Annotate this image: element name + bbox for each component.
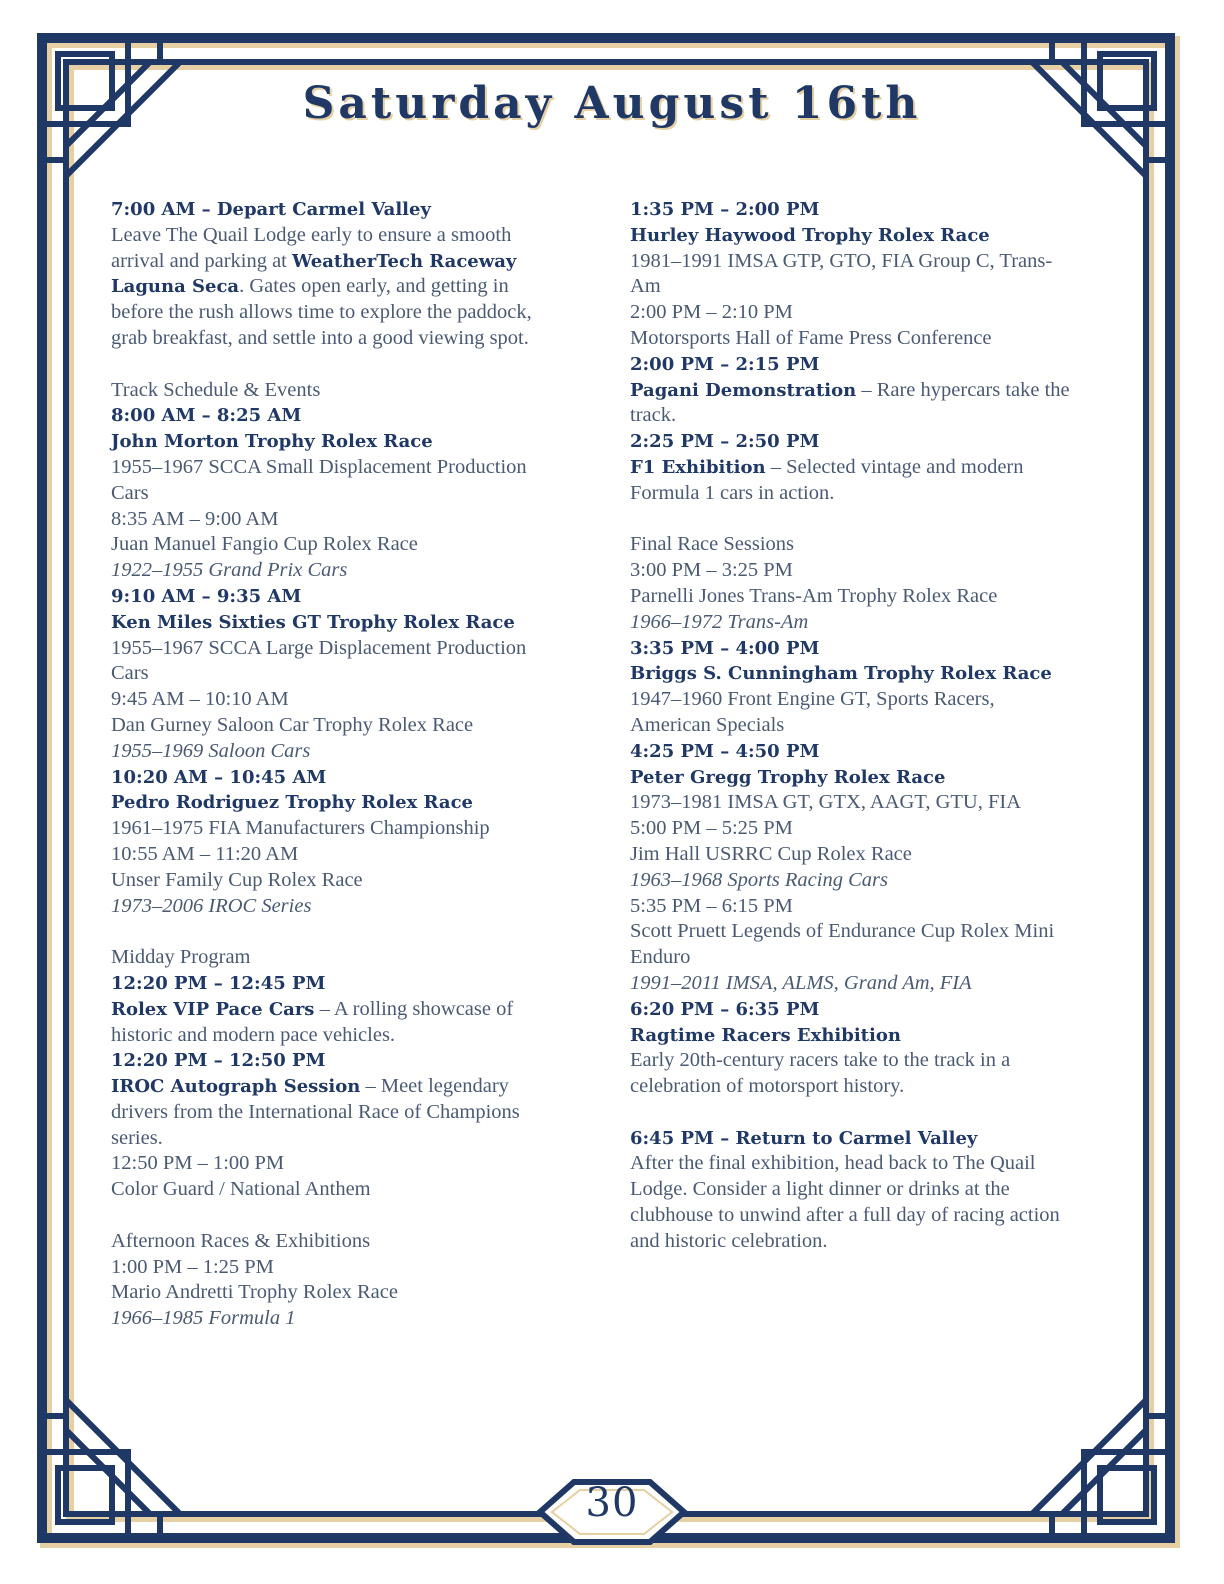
description-line: Early 20th-century racers take to the track in a	[630, 1049, 1011, 1072]
race-class: 1961–1975 FIA Manufacturers Championship	[111, 817, 490, 840]
race-class: Am	[630, 275, 661, 298]
race-title: Peter Gregg Trophy Rolex Race	[630, 766, 946, 788]
time-slot: 2:00 PM – 2:15 PM	[630, 353, 820, 375]
race-class: 1991–2011 IMSA, ALMS, Grand Am, FIA	[630, 971, 972, 994]
time-slot: 3:35 PM – 4:00 PM	[630, 637, 820, 659]
event-line: Color Guard / National Anthem	[111, 1178, 371, 1201]
race-title: Hurley Haywood Trophy Rolex Race	[630, 224, 990, 246]
description-line: Leave The Quail Lodge early to ensure a smooth	[111, 223, 512, 246]
race-class: 1966–1972 Trans-Am	[630, 610, 809, 633]
race-class: 1973–2006 IROC Series	[111, 894, 312, 917]
event-line: IROC Autograph Session – Meet legendary	[111, 1075, 509, 1098]
race-class: 1963–1968 Sports Racing Cars	[630, 868, 888, 891]
race-title: Ken Miles Sixties GT Trophy Rolex Race	[111, 611, 515, 633]
race-title: Pedro Rodriguez Trophy Rolex Race	[111, 792, 474, 814]
time-slot: 12:20 PM – 12:45 PM	[111, 972, 326, 994]
time-slot: 5:35 PM – 6:15 PM	[630, 894, 793, 917]
race-class: Cars	[111, 481, 149, 504]
race-class: 1947–1960 Front Engine GT, Sports Racers,	[630, 688, 995, 711]
race-class: 1922–1955 Grand Prix Cars	[111, 559, 348, 582]
time-slot: 3:00 PM – 3:25 PM	[630, 559, 793, 582]
description-line: track.	[630, 404, 677, 427]
time-slot: 10:55 AM – 11:20 AM	[111, 842, 299, 865]
race-title: Ragtime Racers Exhibition	[630, 1024, 901, 1046]
description-line: After the final exhibition, head back to The Quail	[630, 1152, 1036, 1175]
event-line: F1 Exhibition – Selected vintage and modern	[630, 455, 1024, 478]
race-title: Dan Gurney Saloon Car Trophy Rolex Race	[111, 713, 474, 736]
race-class: 1955–1967 SCCA Small Displacement Production	[111, 455, 527, 478]
time-slot: 12:20 PM – 12:50 PM	[111, 1050, 326, 1072]
time-slot: 1:00 PM – 1:25 PM	[111, 1255, 274, 1278]
race-title: Unser Family Cup Rolex Race	[111, 868, 363, 891]
section-label: Midday Program	[111, 946, 251, 969]
schedule-heading: 6:45 PM – Return to Carmel Valley	[630, 1127, 978, 1149]
page-number: 30	[585, 1480, 639, 1526]
race-class: American Specials	[630, 713, 785, 736]
description-line: celebration of motorsport history.	[630, 1075, 905, 1098]
race-title: Juan Manuel Fangio Cup Rolex Race	[111, 533, 418, 556]
section-label: Afternoon Races & Exhibitions	[111, 1229, 371, 1252]
description-line: clubhouse to unwind after a full day of racing action	[630, 1204, 1060, 1227]
description-line: Formula 1 cars in action.	[630, 481, 835, 504]
time-slot: 2:25 PM – 2:50 PM	[630, 431, 820, 453]
schedule-left-column	[111, 197, 581, 1332]
race-title: Mario Andretti Trophy Rolex Race	[111, 1281, 398, 1304]
time-slot: 9:45 AM – 10:10 AM	[111, 688, 289, 711]
description-line: and historic celebration.	[630, 1229, 828, 1252]
race-class: 1973–1981 IMSA GT, GTX, AAGT, GTU, FIA	[630, 791, 1022, 814]
section-label: Final Race Sessions	[630, 533, 794, 556]
race-title: Parnelli Jones Trans-Am Trophy Rolex Race	[630, 584, 998, 607]
description-line: historic and modern pace vehicles.	[111, 1023, 396, 1046]
race-title: John Morton Trophy Rolex Race	[111, 431, 433, 453]
description-line: drivers from the International Race of Champions	[111, 1100, 520, 1123]
description-line: series.	[111, 1126, 163, 1149]
description-line: Laguna Seca. Gates open early, and getting in	[111, 275, 509, 298]
section-label: Track Schedule & Events	[111, 378, 321, 401]
event-line: Motorsports Hall of Fame Press Conference	[630, 326, 992, 349]
race-title: Jim Hall USRRC Cup Rolex Race	[630, 842, 912, 865]
time-slot: 4:25 PM – 4:50 PM	[630, 740, 820, 762]
schedule-right-column	[630, 197, 1100, 1255]
page-title: Saturday August 16th	[302, 78, 922, 129]
race-title: Scott Pruett Legends of Endurance Cup Rolex Mini	[630, 920, 1055, 943]
time-slot: 12:50 PM – 1:00 PM	[111, 1152, 285, 1175]
race-class: Cars	[111, 662, 149, 685]
description-line: arrival and parking at WeatherTech Raceway	[111, 249, 517, 272]
time-slot: 6:20 PM – 6:35 PM	[630, 998, 820, 1020]
event-line: Rolex VIP Pace Cars – A rolling showcase of	[111, 997, 514, 1020]
time-slot: 8:35 AM – 9:00 AM	[111, 507, 279, 530]
race-class: 1981–1991 IMSA GTP, GTO, FIA Group C, Trans-	[630, 249, 1053, 272]
description-line: before the rush allows time to explore the paddock,	[111, 301, 532, 324]
time-slot: 1:35 PM – 2:00 PM	[630, 199, 820, 220]
description-line: grab breakfast, and settle into a good viewing spot.	[111, 326, 529, 349]
race-class: 1955–1967 SCCA Large Displacement Production	[111, 636, 527, 659]
time-slot: 8:00 AM – 8:25 AM	[111, 405, 302, 427]
description-line: Lodge. Consider a light dinner or drinks at the	[630, 1178, 1010, 1201]
time-slot: 2:00 PM – 2:10 PM	[630, 301, 793, 324]
race-class: 1955–1969 Saloon Cars	[111, 739, 311, 762]
time-slot: 10:20 AM – 10:45 AM	[111, 766, 327, 788]
race-class: 1966–1985 Formula 1	[111, 1307, 296, 1330]
time-slot: 5:00 PM – 5:25 PM	[630, 817, 793, 840]
race-title: Enduro	[630, 946, 691, 969]
schedule-heading: 7:00 AM – Depart Carmel Valley	[111, 199, 431, 220]
race-title: Briggs S. Cunningham Trophy Rolex Race	[630, 663, 1052, 685]
event-line: Pagani Demonstration – Rare hypercars take the	[630, 378, 1070, 401]
time-slot: 9:10 AM – 9:35 AM	[111, 585, 302, 607]
